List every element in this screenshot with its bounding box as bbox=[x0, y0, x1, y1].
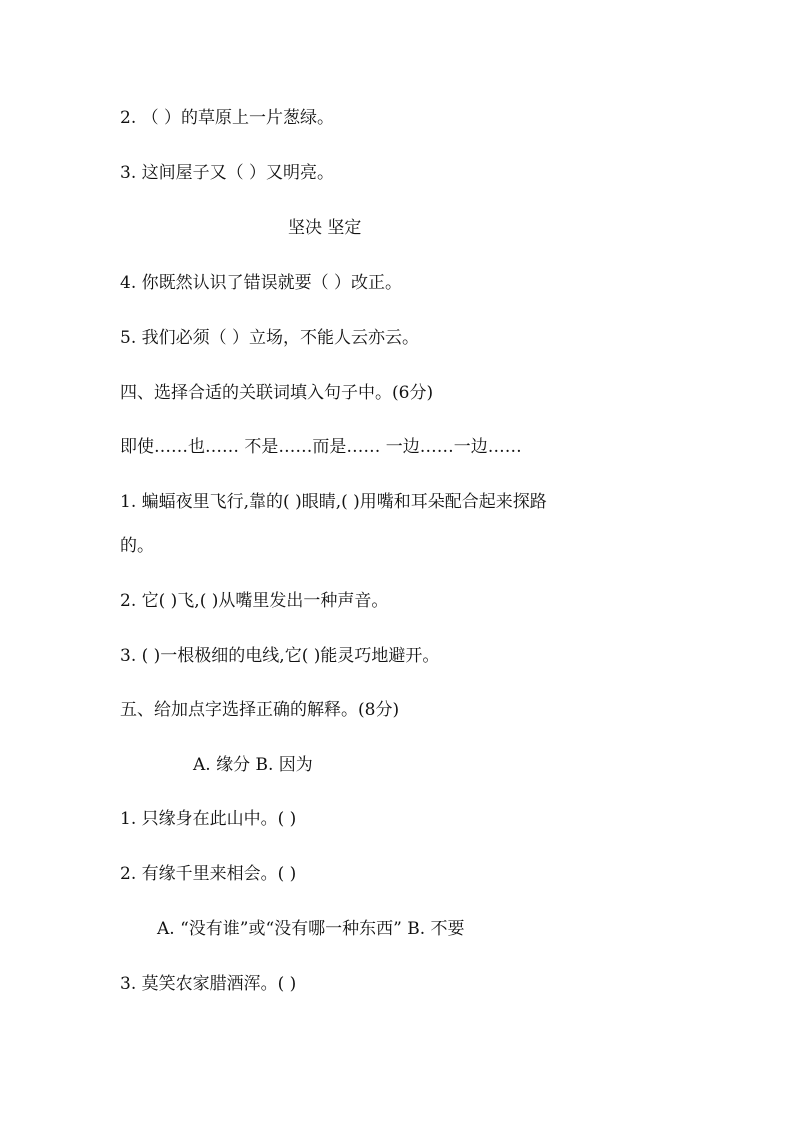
q3-item-4: 4. 你既然认识了错误就要（ ）改正。 bbox=[120, 273, 403, 293]
conjunction-options: 即使……也…… 不是……而是…… 一边……一边…… bbox=[120, 437, 522, 457]
options-yuan: A. 缘分 B. 因为 bbox=[193, 755, 313, 775]
q5-item-2: 2. 有缘千里来相会。( ) bbox=[120, 864, 297, 884]
q3-item-2: 2. （ ）的草原上一片葱绿。 bbox=[120, 108, 335, 128]
section-5-heading: 五、给加点字选择正确的解释。(8分) bbox=[120, 700, 400, 720]
q4-item-1-continued: 的。 bbox=[120, 536, 154, 556]
q3-item-3: 3. 这间屋子又（ ）又明亮。 bbox=[120, 163, 335, 183]
q4-item-2: 2. 它( )飞,( )从嘴里发出一种声音。 bbox=[120, 591, 389, 611]
section-4-heading: 四、选择合适的关联词填入句子中。(6分) bbox=[120, 383, 434, 403]
q4-item-3: 3. ( )一根极细的电线,它( )能灵巧地避开。 bbox=[120, 646, 440, 666]
word-options-jianjue-jianding: 坚决 坚定 bbox=[288, 218, 362, 238]
q5-item-3: 3. 莫笑农家腊酒浑。( ) bbox=[120, 974, 297, 994]
q4-item-1: 1. 蝙蝠夜里飞行,靠的( )眼睛,( )用嘴和耳朵配合起来探路 bbox=[120, 492, 547, 512]
q5-item-1: 1. 只缘身在此山中。( ) bbox=[120, 809, 297, 829]
q3-item-5: 5. 我们必须（ ）立场，不能人云亦云。 bbox=[120, 328, 420, 348]
options-mo: A. “没有谁”或“没有哪一种东西” B. 不要 bbox=[157, 919, 465, 939]
